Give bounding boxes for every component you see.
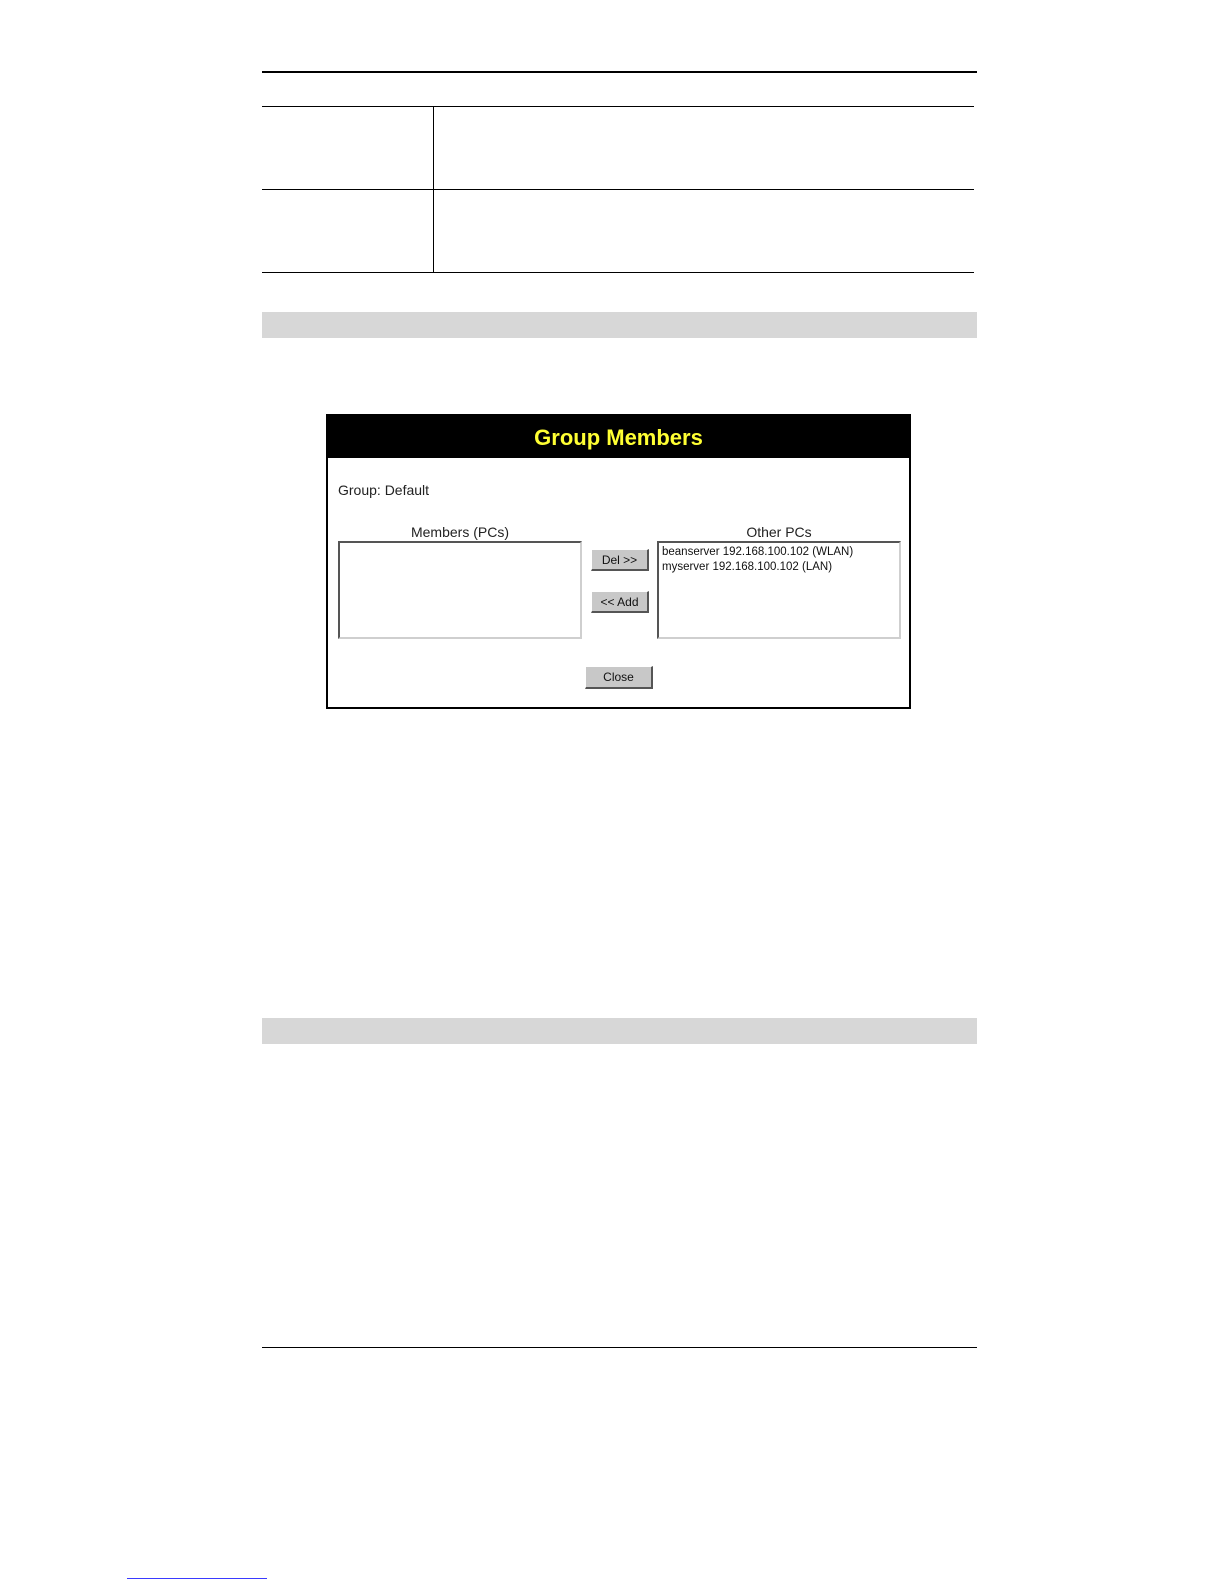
members-listbox[interactable] <box>338 541 582 639</box>
footer-link-underline <box>127 1578 267 1579</box>
add-button[interactable]: << Add <box>591 591 649 613</box>
close-button[interactable]: Close <box>585 666 653 689</box>
group-label: Group: Default <box>338 482 430 498</box>
table-line <box>262 272 974 273</box>
section-heading-bar <box>262 312 977 338</box>
table-line <box>262 189 974 190</box>
table-column-divider <box>433 106 434 273</box>
del-button[interactable]: Del >> <box>591 549 649 571</box>
section-heading-bar <box>262 1018 977 1044</box>
table-line <box>262 106 974 107</box>
other-pcs-listbox[interactable] <box>657 541 901 639</box>
footer-rule <box>262 1347 977 1348</box>
other-pcs-title: Other PCs <box>746 524 812 540</box>
members-title: Members (PCs) <box>410 524 509 540</box>
group-members-dialog <box>326 414 911 709</box>
dialog-title: Group Members <box>328 416 909 458</box>
header-rule <box>262 71 977 73</box>
list-item[interactable]: myserver 192.168.100.102 (LAN) <box>662 561 833 573</box>
list-item[interactable]: beanserver 192.168.100.102 (WLAN) <box>662 546 854 558</box>
